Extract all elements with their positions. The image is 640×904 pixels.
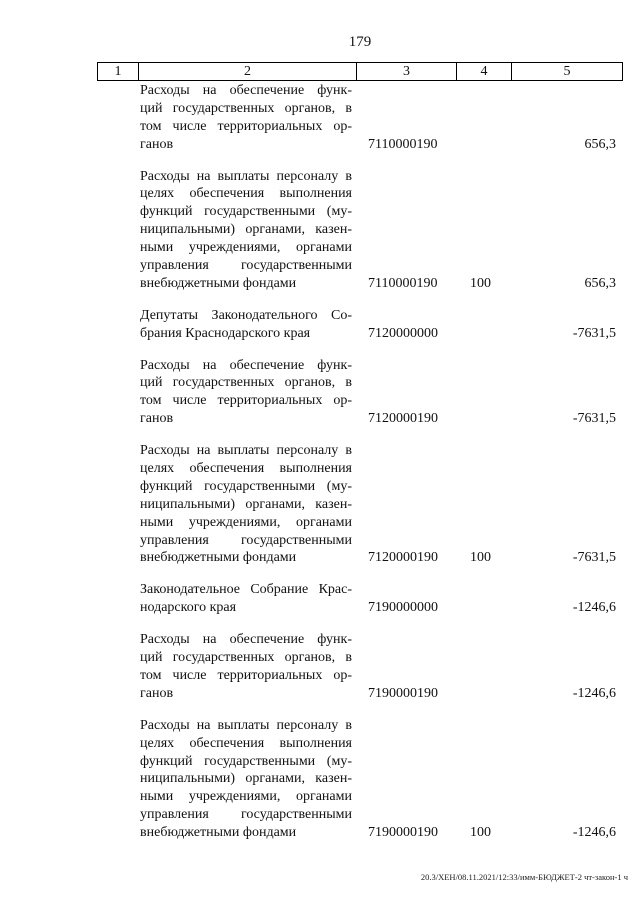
row-amount: -1246,6 [572,825,616,841]
row-amount: 656,3 [584,275,616,291]
description-line: ганов [140,411,174,427]
description-line: целях обеспечения выполнения [140,735,352,751]
row-code: 7190000000 [368,600,438,616]
description-line: ниципальными) органами, казен- [140,496,352,512]
row-amount: -1246,6 [572,685,616,701]
footer-stamp: 20.3/ХЕН/08.11.2021/12:33/имм-БЮДЖЕТ-2 чт-закон-1 ч [420,872,628,882]
row-amount: -7631,5 [572,550,616,566]
row-code: 7120000190 [368,550,438,566]
description-line: брания Краснодарского края [140,325,311,341]
description-line: функций государственными (му- [140,204,352,220]
row-expense-type: 100 [470,550,491,566]
page-number: 179 [348,34,372,50]
description-line: ганов [140,136,174,152]
description-line: том числе территориальных ор- [140,118,352,134]
row-description [140,631,352,703]
table-body [0,82,640,856]
row-description [140,442,352,567]
description-line: ций государственных органов, в [140,375,352,391]
description-line: Законодательное Собрание Крас- [140,582,352,598]
description-line: Расходы на обеспечение функ- [140,357,352,373]
description-line: управления государственными [140,258,352,274]
row-amount: 656,3 [584,136,616,152]
header-col-4: 4 [456,63,511,80]
description-line: ными учреждениями, органами [140,514,352,530]
row-code: 7110000190 [368,275,438,291]
description-line: нодарского края [140,600,237,616]
row-code: 7110000190 [368,136,438,152]
description-line: Расходы на обеспечение функ- [140,83,352,98]
description-line: внебюджетными фондами [140,550,297,566]
description-line: том числе территориальных ор- [140,393,352,409]
description-line: управления государственными [140,532,352,548]
description-line: управления государственными [140,807,352,823]
description-line: внебюджетными фондами [140,275,297,291]
table-row [0,631,640,703]
description-line: ными учреждениями, органами [140,240,352,256]
description-line: Расходы на выплаты персоналу в [140,443,352,459]
description-line: Расходы на выплаты персоналу в [140,168,352,184]
table-row [0,357,640,429]
description-line: Расходы на выплаты персоналу в [140,717,352,733]
row-amount: -7631,5 [572,411,616,427]
description-line: ций государственных органов, в [140,100,352,116]
row-description [140,168,352,293]
row-code: 7190000190 [368,685,438,701]
row-expense-type: 100 [470,275,491,291]
description-line: ными учреждениями, органами [140,789,352,805]
description-line: функций государственными (му- [140,478,352,494]
row-description [140,581,352,617]
table-row [0,581,640,617]
table-row [0,168,640,293]
row-description [140,357,352,429]
table-row [0,717,640,842]
description-line: ций государственных органов, в [140,650,352,666]
description-line: ниципальными) органами, казен- [140,222,352,238]
description-line: Расходы на обеспечение функ- [140,632,352,648]
description-line: целях обеспечения выполнения [140,461,352,477]
table-row [0,307,640,343]
description-line: внебюджетными фондами [140,825,297,841]
row-description [140,717,352,842]
description-line: целях обеспечения выполнения [140,186,352,202]
header-col-1: 1 [114,64,122,79]
row-description [140,307,352,343]
description-line: ниципальными) органами, казен- [140,771,352,787]
description-line: ганов [140,685,174,701]
table-header [97,62,623,81]
table-row [0,442,640,567]
row-amount: -7631,5 [572,325,616,341]
header-col-3: 3 [356,63,456,80]
description-line: том числе территориальных ор- [140,667,352,683]
description-line: функций государственными (му- [140,753,352,769]
row-description [140,82,352,154]
row-expense-type: 100 [470,825,491,841]
row-code: 7190000190 [368,825,438,841]
row-code: 7120000000 [368,325,438,341]
row-code: 7120000190 [368,411,438,427]
header-col-5: 5 [511,63,622,80]
row-amount: -1246,6 [572,600,616,616]
description-line: Депутаты Законодательного Со- [140,307,352,323]
header-col-2: 2 [138,63,356,80]
table-row [0,82,640,154]
